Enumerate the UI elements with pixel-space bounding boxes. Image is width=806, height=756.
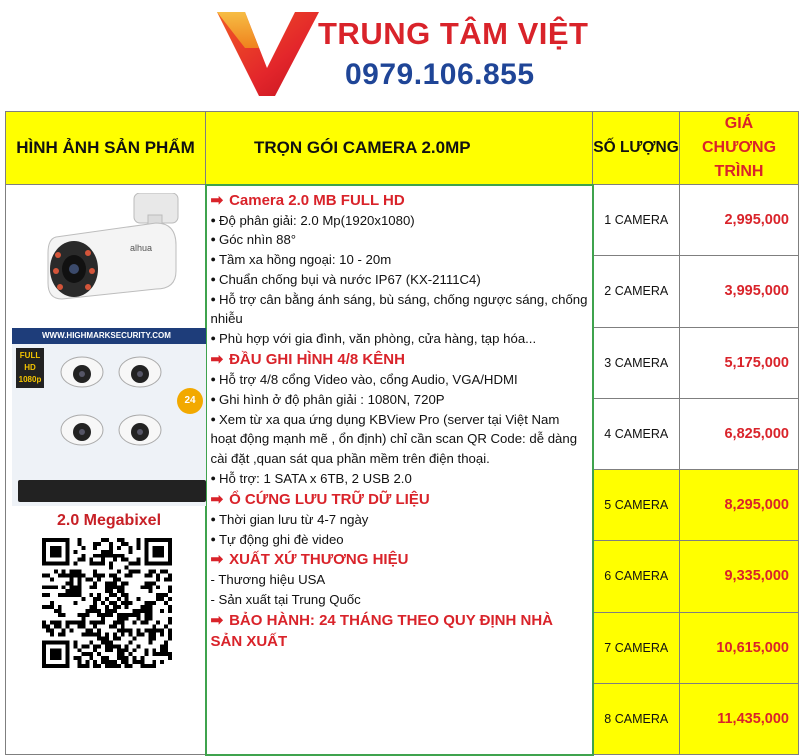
price-cell: 10,615,000 xyxy=(680,612,799,683)
spec-item: - Thương hiệu USA xyxy=(210,572,326,588)
section-title xyxy=(211,349,588,370)
section-title-text: XUẤT XỨ THƯƠNG HIỆU xyxy=(229,551,409,569)
arrow-right-icon: ➡ xyxy=(210,351,224,369)
bullet-icon: ● xyxy=(210,333,216,344)
bullet-icon: ● xyxy=(210,273,216,284)
spec-item-text: Tự động ghi đè video xyxy=(218,531,344,547)
price-cell: 11,435,000 xyxy=(680,683,799,754)
price-cell: 8,295,000 xyxy=(680,470,799,541)
spec-item xyxy=(211,230,588,250)
spec-item xyxy=(211,270,588,290)
dome-camera-icon xyxy=(60,408,104,446)
spec-item-text: Hỗ trợ cân bằng ánh sáng, bù sáng, chống ngược sáng, chống nhiễu xyxy=(210,291,588,327)
combo-banner-image xyxy=(12,328,206,506)
price-cell: 9,335,000 xyxy=(680,541,799,612)
section-title xyxy=(211,489,588,510)
spec-item-text: Thời gian lưu từ 4-7 ngày xyxy=(218,511,369,527)
arrow-right-icon: ➡ xyxy=(210,490,224,508)
price-cell: 3,995,000 xyxy=(680,256,799,327)
spec-item-text: Ghi hình ở độ phân giải : 1080N, 720P xyxy=(218,391,445,407)
spec-item xyxy=(211,510,588,530)
section-title-text: Ổ CỨNG LƯU TRỮ DỮ LIỆU xyxy=(229,490,430,508)
dome-camera-icon xyxy=(118,350,162,388)
section-title-text: ĐẦU GHI HÌNH 4/8 KÊNH xyxy=(229,351,405,369)
spec-item-text: Phù hợp với gia đình, văn phòng, cửa hàng, tạp hóa... xyxy=(218,331,537,347)
header-image: HÌNH ẢNH SẢN PHẨM xyxy=(6,112,206,185)
spec-item xyxy=(211,390,588,410)
brand-name: TRUNG TÂM VIỆT xyxy=(318,16,589,51)
section-title xyxy=(211,549,588,570)
qty-cell: 8 CAMERA xyxy=(593,683,680,754)
spec-item xyxy=(211,410,588,469)
dome-camera-icon xyxy=(118,408,162,446)
svg-text:alhua: alhua xyxy=(130,243,153,253)
fullhd-badge: FULL HD 1080p xyxy=(16,348,44,388)
spec-item-text: Xem từ xa qua ứng dụng KBView Pro (server tại Việt Nam hoạt động mạnh mẽ , ổn định) chỉ cần scan QR Code: dễ dàng cài đặt ,quan sát qua phần mềm trên điện thoại. xyxy=(210,411,578,467)
bullet-icon: ● xyxy=(210,254,216,265)
header-quantity: SỐ LƯỢNG xyxy=(593,112,680,185)
spec-item-text: Góc nhìn 88° xyxy=(218,232,297,248)
header-product: TRỌN GÓI CAMERA 2.0MP xyxy=(206,112,593,185)
qty-cell: 1 CAMERA xyxy=(593,185,680,256)
qty-cell: 6 CAMERA xyxy=(593,541,680,612)
spec-item-text: Tầm xa hồng ngoại: 10 - 20m xyxy=(218,252,392,268)
bullet-icon: ● xyxy=(210,413,216,424)
spec-item xyxy=(211,530,588,550)
spec-item-text: Độ phân giải: 2.0 Mp(1920x1080) xyxy=(218,212,415,228)
spec-item: - Sản xuất tại Trung Quốc xyxy=(210,592,361,608)
description-list xyxy=(211,190,588,653)
section-title xyxy=(211,190,588,211)
bullet-icon: ● xyxy=(210,513,216,524)
bullet-icon: ● xyxy=(210,214,216,225)
spec-item xyxy=(211,250,588,270)
spec-item xyxy=(211,290,588,330)
bullet-icon: ● xyxy=(210,374,216,385)
spec-item-text: Chuẩn chống bụi và nước IP67 (KX-2111C4) xyxy=(218,271,481,287)
section-title-text: BẢO HÀNH: 24 THÁNG THEO QUY ĐỊNH NHÀ SẢN XUẤT xyxy=(210,612,553,651)
page-header xyxy=(0,0,806,110)
price-cell: 2,995,000 xyxy=(680,185,799,256)
product-image-cell xyxy=(6,185,206,755)
bullet-icon: ● xyxy=(210,533,216,544)
warranty-badge: 24 xyxy=(177,388,203,414)
bullet-icon: ● xyxy=(210,473,216,484)
section-title xyxy=(211,610,588,652)
arrow-right-icon: ➡ xyxy=(210,551,224,569)
brand-logo-icon xyxy=(215,8,325,100)
qty-cell: 3 CAMERA xyxy=(593,327,680,398)
spec-item xyxy=(211,370,588,390)
price-cell: 6,825,000 xyxy=(680,398,799,469)
banner-site: WWW.HIGHMARKSECURITY.COM xyxy=(12,328,206,344)
hotline-number: 0979.106.855 xyxy=(345,58,535,91)
section-title-text: Camera 2.0 MB FULL HD xyxy=(229,191,405,209)
bullet-camera-image xyxy=(44,193,194,305)
product-description xyxy=(206,185,593,755)
bullet-icon: ● xyxy=(210,293,216,304)
price-cell: 5,175,000 xyxy=(680,327,799,398)
arrow-right-icon: ➡ xyxy=(210,191,224,209)
spec-item xyxy=(211,329,588,349)
dome-camera-icon xyxy=(60,350,104,388)
qty-cell: 4 CAMERA xyxy=(593,398,680,469)
qty-cell: 2 CAMERA xyxy=(593,256,680,327)
spec-item xyxy=(211,469,588,489)
qr-code-image xyxy=(42,537,172,669)
header-price xyxy=(680,112,799,185)
spec-item-text: Hỗ trợ: 1 SATA x 6TB, 2 USB 2.0 xyxy=(218,471,412,487)
arrow-right-icon: ➡ xyxy=(210,612,224,630)
spec-item xyxy=(211,211,588,231)
price-table xyxy=(5,111,799,756)
nvr-recorder-image xyxy=(18,480,206,502)
qty-cell: 5 CAMERA xyxy=(593,470,680,541)
bullet-icon: ● xyxy=(210,234,216,245)
header-price-label: GIÁ CHƯƠNG TRÌNH xyxy=(701,115,777,180)
bullet-icon: ● xyxy=(210,393,216,404)
image-caption: 2.0 Megabixel xyxy=(56,512,162,529)
qty-cell: 7 CAMERA xyxy=(593,612,680,683)
spec-item-text: Hỗ trợ 4/8 cổng Video vào, cổng Audio, VGA/HDMI xyxy=(218,372,518,388)
